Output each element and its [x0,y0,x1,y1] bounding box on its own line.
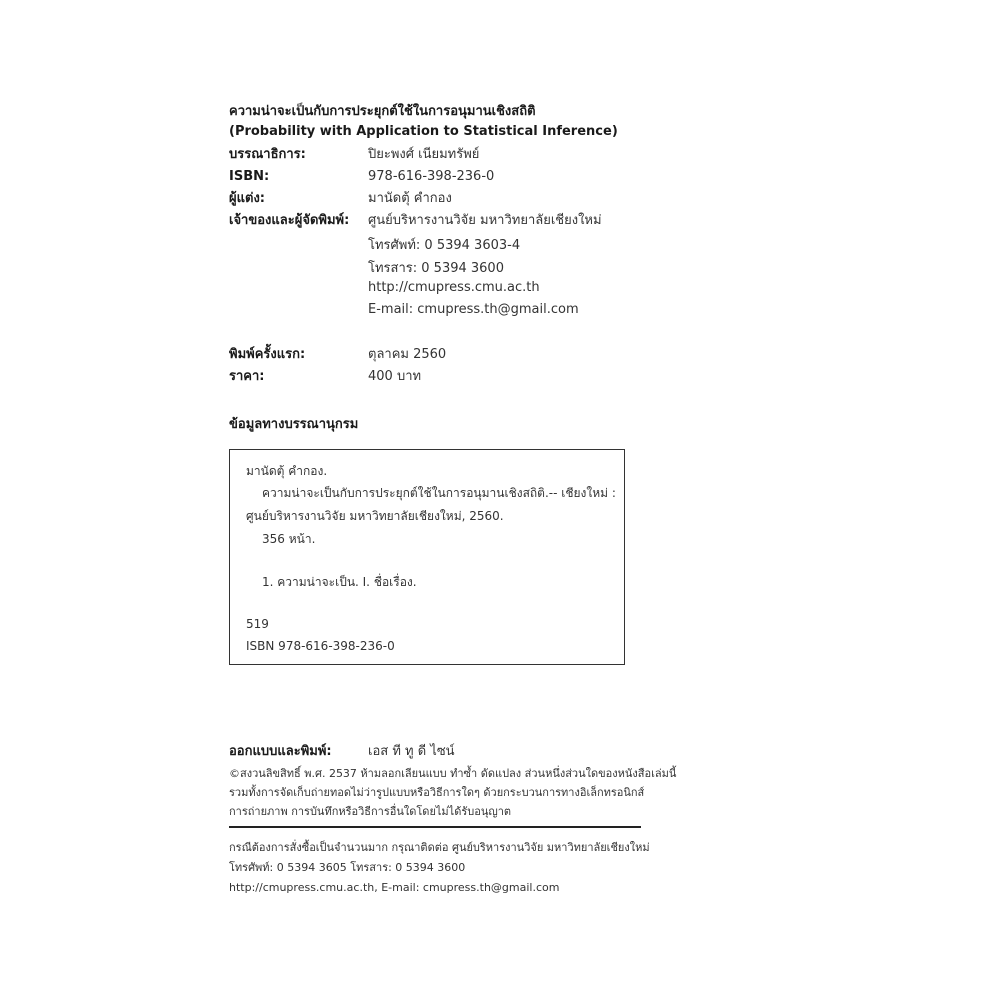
book-title-english: (Probability with Application to Statistical Inference) [229,124,618,139]
catalog-subjects: 1. ความน่าจะเป็น. I. ชื่อเรื่อง. [262,575,417,589]
print-label: ราคา: [229,369,265,384]
copyright-line: การถ่ายภาพ การบันทึกหรือวิธีการอื่นใดโดยไม่ได้รับอนุญาต [229,805,512,818]
catalog-card [229,449,625,665]
detail-value: ปิยะพงศ์ เนียมทรัพย์ [368,147,480,162]
catalog-isbn: ISBN 978-616-398-236-0 [246,639,395,653]
order-line: กรณีต้องการสั่งซื้อเป็นจำนวนมาก กรุณาติดต่อ ศูนย์บริหารงานวิจัย มหาวิทยาลัยเชียงใหม่ [229,841,650,854]
print-label: พิมพ์ครั้งแรก: [229,347,306,362]
design-label: ออกแบบและพิมพ์: [229,744,332,759]
copyright-line: ©สงวนลิขสิทธิ์ พ.ศ. 2537 ห้ามลอกเลียนแบบ ทำซ้ำ ดัดแปลง ส่วนหนึ่งส่วนใดของหนังสือเล่มนี้ [229,767,677,780]
catalog-pages: 356 หน้า. [262,532,316,546]
catalog-class-number: 519 [246,617,269,631]
copyright-notice [229,764,677,821]
print-value: 400 บาท [368,369,422,384]
publisher-email[interactable]: E-mail: cmupress.th@gmail.com [368,302,579,317]
catalog-heading: ข้อมูลทางบรรณานุกรม [229,417,359,432]
book-title-thai: ความน่าจะเป็นกับการประยุกต์ใช้ในการอนุมานเชิงสถิติ [229,104,536,119]
print-value: ตุลาคม 2560 [368,347,447,362]
divider [229,826,641,828]
detail-label: เจ้าของและผู้จัดพิมพ์: [229,213,350,228]
detail-value: 978-616-398-236-0 [368,169,495,184]
publisher-phone: โทรศัพท์: 0 5394 3603-4 [368,238,521,253]
publisher-website[interactable]: http://cmupress.cmu.ac.th [368,280,540,295]
detail-value: มานัดตุ้ คำกอง [368,191,452,206]
order-line[interactable]: http://cmupress.cmu.ac.th, E-mail: cmupress.th@gmail.com [229,881,560,894]
catalog-publisher: ศูนย์บริหารงานวิจัย มหาวิทยาลัยเชียงใหม่, 2560. [246,509,504,523]
design-value: เอส ที ทู ดี ไซน์ [368,744,455,759]
detail-value: ศูนย์บริหารงานวิจัย มหาวิทยาลัยเชียงใหม่ [368,213,602,228]
order-line: โทรศัพท์: 0 5394 3605 โทรสาร: 0 5394 3600 [229,861,466,874]
order-contact [229,838,650,898]
detail-label: ISBN: [229,169,270,184]
design-print-row [229,740,455,761]
copyright-line: รวมทั้งการจัดเก็บถ่ายทอดไม่ว่ารูปแบบหรือวิธีการใดๆ ด้วยกระบวนการทางอิเล็กทรอนิกส์ [229,786,645,799]
detail-label: ผู้แต่ง: [229,191,265,206]
publisher-fax: โทรสาร: 0 5394 3600 [368,261,504,276]
catalog-title: ความน่าจะเป็นกับการประยุกต์ใช้ในการอนุมานเชิงสถิติ.-- เชียงใหม่ : [262,486,616,500]
detail-label: บรรณาธิการ: [229,147,306,162]
catalog-author: มานัดตุ้ คำกอง. [246,464,328,478]
